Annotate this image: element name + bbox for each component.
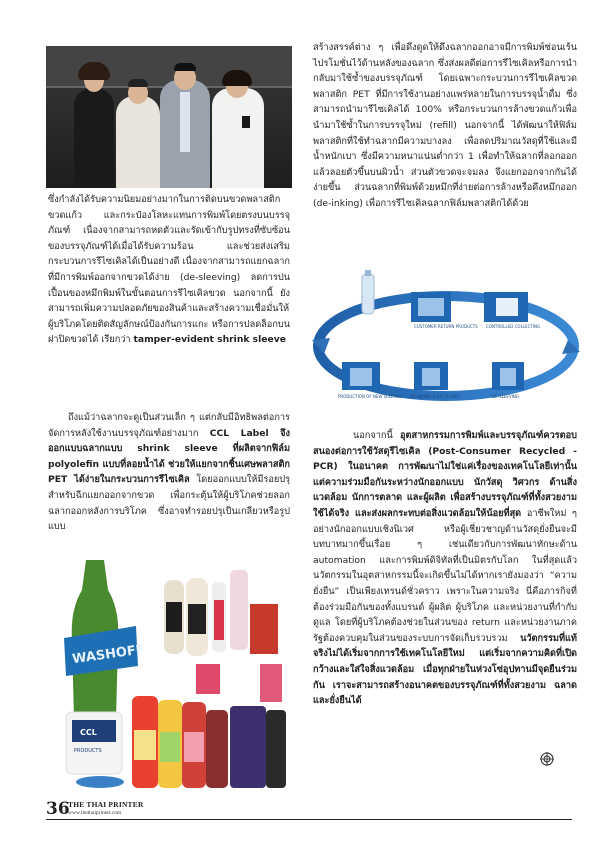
step-3-label: DE-SLEEVING (492, 394, 519, 399)
right-paragraph-2 (313, 428, 577, 709)
step-2-label: CONTROLLED COLLECTING (486, 324, 541, 329)
jar-icon (250, 604, 278, 654)
step-5-label: PRODUCTION OF NEW SLEEVES (338, 394, 402, 399)
magazine-url: www.thethaiprinter.com (68, 810, 122, 816)
left-paragraph-2-bold: CCL Label จึงออกแบบฉลากแบบ shrink sleeve ที่ผลิตจากฟิล์ม polyolefin แบบที่ลอยน้ำได้ ช่วยให้แยกจากชิ้นเศษพลาสติก PET ได้ง่ายในกระบวนการรีไซเคิล (48, 427, 291, 486)
left-paragraph-1-text: ซึ่งกำลังได้รับความนิยมอย่างมากในการติดบนขวดพลาสติก ขวดแก้ว และกระป๋องโลหะแทนการพิมพ์โดยตรงบนบรรจุภัณฑ์ เนื่องจากสามารถหดตัวและรัดเข้ากับรูปทรงที่ซับซ้อนของบรรจุภัณฑ์ได้เมื่อได้รับความร้อน และช่วยส่งเสริมกระบวนการรีไซเคิลได้เป็นอย่างดี เนื่องจากสามารถแยกฉลากที่มีการพิมพ์ออกจากขวดได้ง่าย (de-sleeving) ลดการปนเปื้อนของหมึกพิมพ์ในขั้นตอนการรีไซเคิลขวด นอกจากนี้ ยังสามารถเพิ่มความปลอดภัยของสินค้าและสร้างความเชื่อมั่นให้ผู้บริโภคโดยติดสัญลักษณ์ป้องกันการแกะ หรือการปลดล็อกบนฝาปิดขวดได้ เรียกว่า (48, 194, 290, 346)
recycling-process-diagram (306, 270, 584, 418)
right-paragraph-2-bold: อุตสาหกรรมการพิมพ์และบรรจุภัณฑ์ควรตอบสนองต่อการใช้วัสดุรีไซเคิล (Post-Consumer Recycled - PCR) ในอนาคต การพัฒนาไม่ใช่แค่เรื่องของเทคโนโลยีเท่านั้น แต่ความร่วมมือกันระหว่างนักออกแบบ นักวัสดุ วิศวกร ด้านสิ่งแวดล้อม นักการตลาด และผู้ผลิต เพื่อสร้างบรรจุภัณฑ์ที่ทั้งสวยงาม ใช้ได้จริง และส่งผลกระทบต่อสิ่งแวดล้อมให้น้อยที่สุด (313, 430, 577, 519)
left-paragraph-2 (48, 410, 290, 535)
water-bottle-icon (362, 274, 374, 314)
jar-icon-2 (196, 664, 220, 694)
bottle-icon-4 (230, 570, 248, 650)
left-paragraph-2-text-a: ถึงแม้ว่าฉลากจะดูเป็นส่วนเล็ก ๆ แต่กลับมีอิทธิพลต่อการจัดการหลังใช้งานบรรจุภัณฑ์อย่างมาก (48, 412, 290, 439)
right-paragraph-2-bold-2: นวัตกรรมที่แท้จริงไม่ได้เริ่มจากการใช้เทคโนโลยีใหม่ แต่เริ่มจากความคิดที่เปิดกว้างและใส่ใจสิ่งแวดล้อม เมื่อทุกฝ่ายในห่วงโซ่อุปทานมีจุดยืนร่วมกัน เราจะสามารถสร้างอนาคตของบรรจุภัณฑ์ที่ทั้งสวยงาม ฉลาด และยั่งยืนได้ (313, 632, 577, 707)
step-1-number: 1 (414, 284, 418, 290)
dark-bottle-icon (206, 710, 228, 788)
jar-icon-3 (260, 664, 282, 702)
left-paragraph-2-text-b: โดยออกแบบให้มีรอยปรุสำหรับฉีกแยกออกจากขวด เพื่อกระตุ้นให้ผู้บริโภคช่วยลอกฉลากออกหลังการบริโภค ซึ่งอาจทำรอยปรุเป็นเกลียวหรือรูปแบบ (48, 474, 290, 533)
right-paragraph-2-text-a: นอกจากนี้ (353, 430, 393, 441)
ccl-brand: CCL (80, 728, 97, 737)
can-icon (230, 706, 266, 788)
step-2-number: 2 (488, 284, 492, 290)
products-photo (46, 560, 292, 798)
right-paragraph-1-text: สร้างสรรค์ต่าง ๆ เพื่อดึงดูดให้ดึงฉลากออกอาจมีการพิมพ์ซ่อนเร้นไปรโมชั่นไว้ด้านหลังของฉลาก ซึ่งส่งผลดีต่อการรีไซเคิลหรือการนำกลับมาใช้ซ้ำของบรรจุภัณฑ์ โดยเฉพาะกระบวนการรีไซเคิลขวดพลาสติก PET ที่มีการใช้งานอย่างแพร่หลายในการบรรจุน้ำดื่ม ซึ่งสามารถนำมารีไซเคิลได้ 100% หรือกระบวนการล้างขวดแก้วเพื่อนำมาใช้ซ้ำในการบรรจุใหม่ (refill) นอกจากนี้ ได้พัฒนาให้ฟิล์มพลาสติกที่ใช้ทำฉลากมีความบางลง เพื่อลดปริมาณวัสดุที่ใช้และมีน้ำหนักเบา ซึ่งมีความหนาแน่นต่ำกว่า 1 เพื่อทำให้ฉลากที่ลอกออกแล้วลอยตัวขึ้นบนผิวน้ำ ส่วนตัวขวดจะจมลง จึงแยกออกจากกันได้ง่ายขึ้น ส่วนฉลากที่พิมพ์ด้วยหมึกที่ง่ายต่อการล้างหรือดึงหมึกออก (de-inking) เพื่อการรีไซเคิลฉลากฟิล์มพลาสติกได้ด้วย (313, 42, 577, 209)
magazine-brand: THE THAI PRINTER (68, 800, 144, 809)
left-paragraph-1-bold: tamper-evident shrink sleeve (133, 334, 286, 346)
people-photo (46, 46, 292, 188)
page-number: 36 (46, 799, 70, 819)
step-4-number: 4 (416, 354, 420, 360)
right-paragraph-1 (313, 40, 577, 212)
right-paragraph-2-text-b: อาชีพใหม่ ๆ อย่างนักออกแบบเชิงนิเวศ หรือผู้เชี่ยวชาญด้านวัสดุยั่งยืนจะมีบทบาทมากขึ้นเรื่อย ๆ เช่นเดียวกับการพัฒนาทักษะด้าน automation และการพิมพ์ดิจิทัลที่เป็นมิตรกับโลก ในที่สุดแล้ว นวัตกรรมในอุตสาหกรรมนี้จะเกิดขึ้นไม่ได้หากเรายังมองว่า “ความยั่งยืน” เป็นเพียงเทรนด์ชั่วคราว เพราะในความจริง นี่คือภารกิจที่ต้องร่วมมือกันของทั้งแบรนด์ ผู้ผลิต ผู้บริโภค และหน่วยงานที่กำกับดูแล โดยที่ผู้บริโภคต้องช่วยในส่วนของ return และหน่วยงานภาครัฐต้องควบคุมในส่วนของระบบการจัดเก็บรวบรวม (313, 507, 577, 644)
end-of-article-icon (540, 752, 554, 766)
footer-divider (46, 819, 572, 820)
left-paragraph-1 (48, 192, 290, 348)
step-3-number: 3 (494, 354, 498, 360)
ccl-brand-sub: PRODUCTS (74, 748, 102, 754)
step-4-label: DE-INKING & RECYCLING (410, 394, 460, 399)
step-1-label: CUSTOMER RETURN PRODUCTS (414, 324, 478, 329)
washoff-label: WASHOFF (71, 642, 146, 668)
step-5-number: 5 (344, 354, 348, 360)
can-icon-2 (266, 710, 286, 788)
